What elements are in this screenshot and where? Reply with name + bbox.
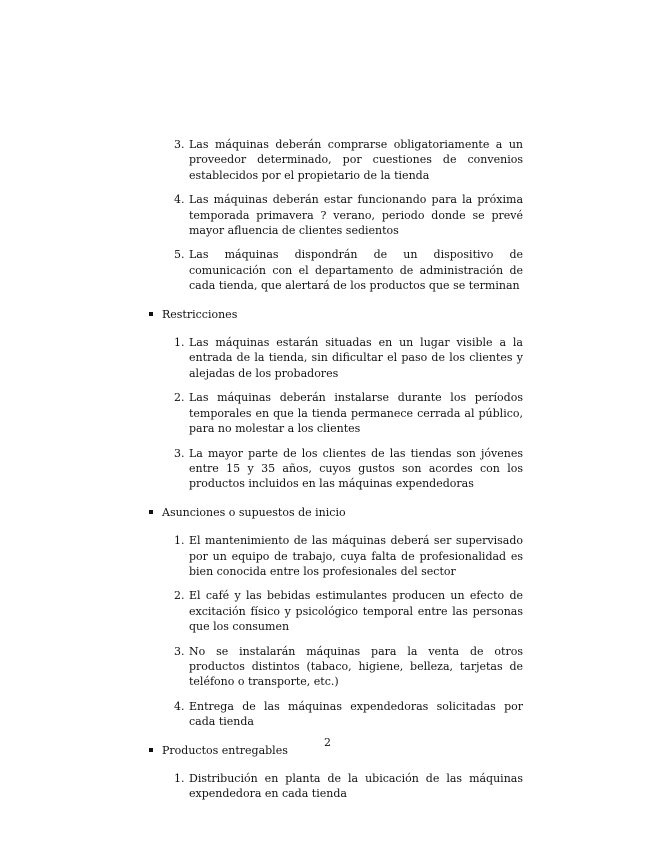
document-body (148, 137, 523, 811)
list-item: 5. Las máquinas dispondrán de un dispositivo de comunicación con el departamento de administración de cada tienda, que alertará de los productos que se terminan (174, 248, 523, 293)
section-title: Restricciones (162, 307, 238, 321)
list-item: 1. Distribución en planta de la ubicación de las máquinas expendedora en cada tienda (174, 772, 523, 801)
list-item: 4. Entrega de las máquinas expendedoras solicitadas por cada tienda (174, 699, 523, 729)
list-item: 3. Las máquinas deberán comprarse obligatoriamente a un proveedor determinado, por cuestiones de convenios establecidos por el propietario de la tienda (174, 138, 523, 182)
list-asunciones (174, 533, 523, 729)
list-item: 3. La mayor parte de los clientes de las tiendas son jóvenes entre 15 y 35 años, cuyos gustos son acordes con los productos incluidos en las máquinas expendedoras (174, 446, 523, 491)
list-productos (174, 771, 523, 802)
list-item: 2. Las máquinas deberán instalarse durante los períodos temporales en que la tienda permanece cerrada al público, para no molestar a los clientes (174, 391, 523, 436)
list-item: 4. Las máquinas deberán estar funcionando para la próxima temporada primavera ? verano, periodo donde se prevé mayor afluencia de clientes sedientos (174, 193, 523, 238)
list-restricciones (174, 335, 523, 492)
section-asunciones (148, 505, 523, 520)
page-number: 2 (324, 736, 331, 749)
list-item: 1. Las máquinas estarán situadas en un lugar visible a la entrada de la tienda, sin dificultar el paso de los clientes y alejadas de los probadores (174, 336, 523, 380)
list-item: 3. No se instalarán máquinas para la venta de otros productos distintos (tabaco, higiene, belleza, tarjetas de teléfono o transporte, etc.) (174, 644, 523, 689)
list-item: 2. El café y las bebidas estimulantes producen un efecto de excitación físico y psicológico temporal entre las personas que los consumen (174, 589, 523, 634)
section-title: Asunciones o supuestos de inicio (162, 505, 346, 519)
bullet-icon (149, 510, 153, 514)
section-title: Productos entregables (162, 743, 288, 757)
section-restricciones (148, 307, 523, 322)
list-item: 1. El mantenimiento de las máquinas deberá ser supervisado por un equipo de trabajo, cuya falta de profesionalidad es bien conocida entre los profesionales del sector (174, 534, 523, 578)
list-continuation (174, 137, 523, 294)
bullet-icon (149, 312, 153, 316)
